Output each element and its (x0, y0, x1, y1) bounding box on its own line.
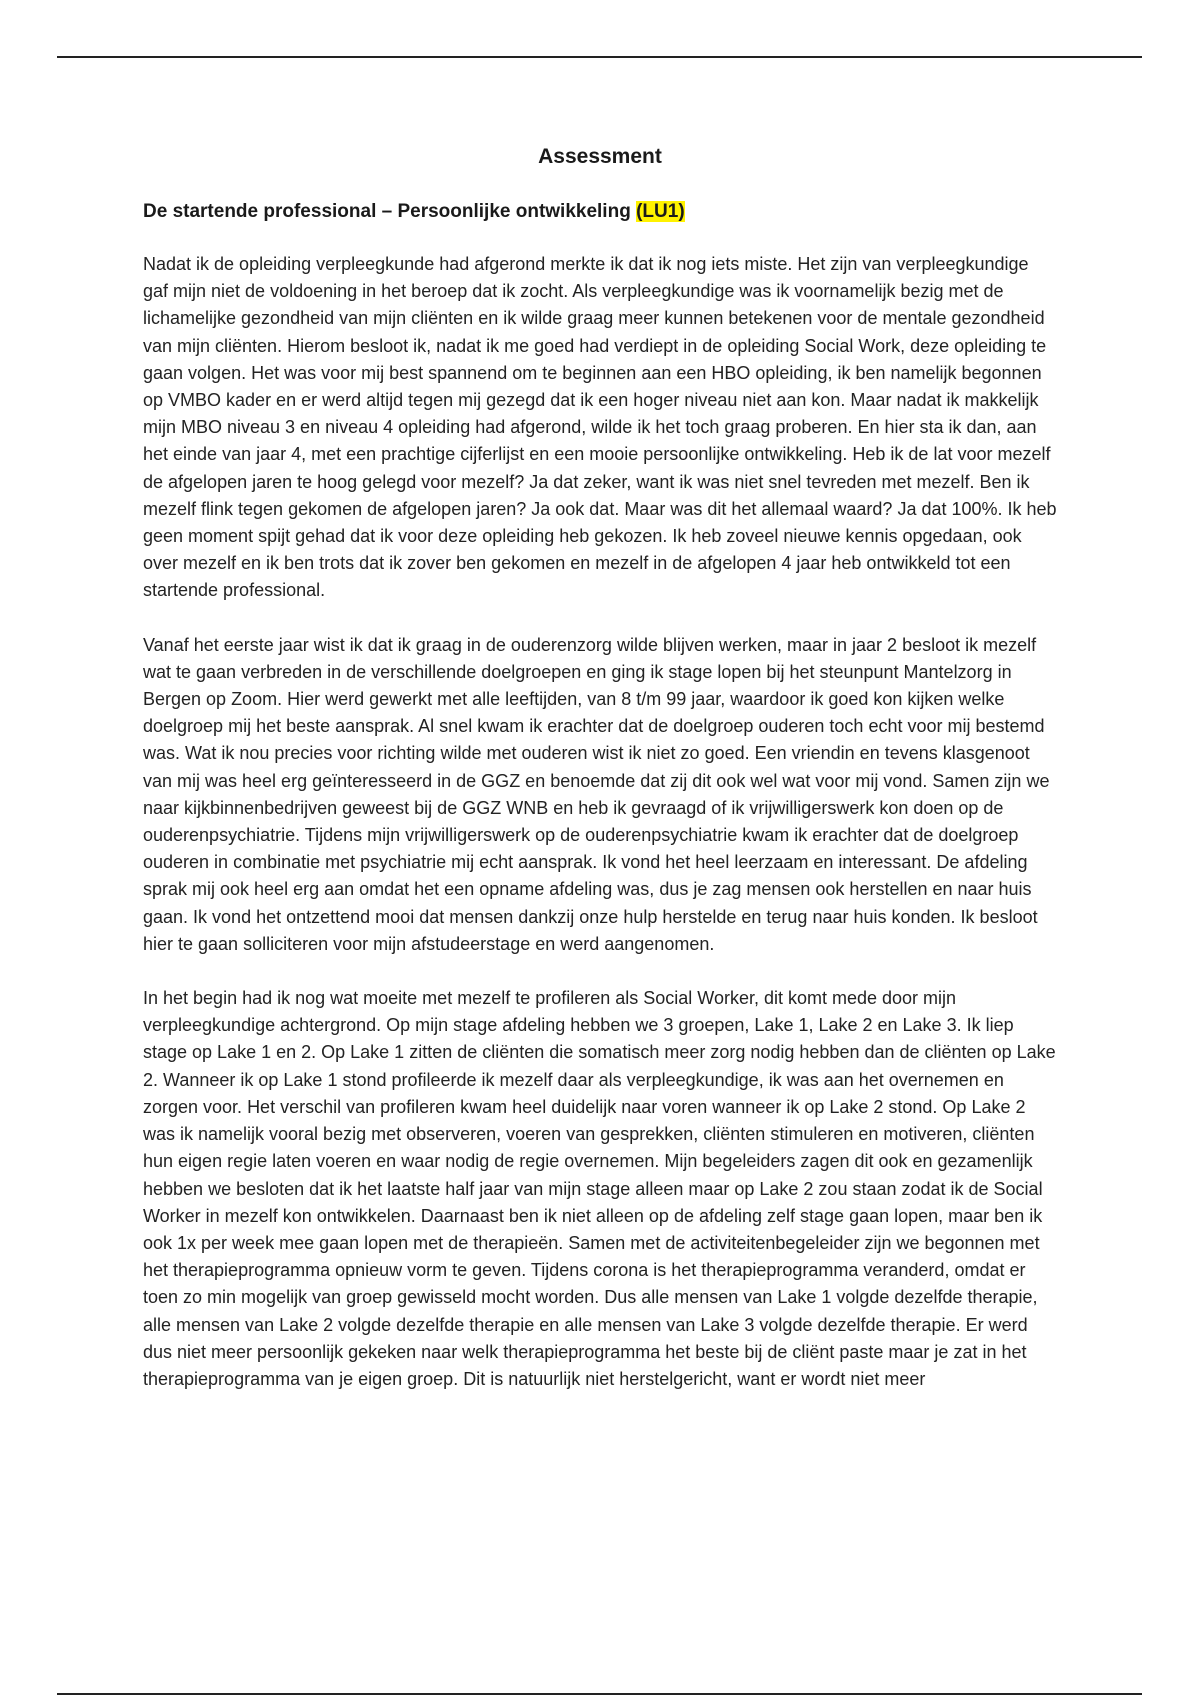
learning-unit-highlight: (LU1) (636, 201, 685, 222)
document-title: Assessment (538, 145, 662, 168)
body-paragraph-3: In het begin had ik nog wat moeite met mezelf te profileren als Social Worker, dit komt mede door mijn verpleegkundige achtergrond. Op mijn stage afdeling hebben we 3 groepen, Lake 1, Lake 2 en Lake 3. Ik liep stage op Lake 1 en 2. Op Lake 1 zitten de cliënten die somatisch meer zorg nodig hebben dan de cliënten op Lake 2. Wanneer ik op Lake 1 stond profileerde ik mezelf daar als verpleegkundige, ik was aan het overnemen en zorgen voor. Het verschil van profileren kwam heel duidelijk naar voren wanneer ik op Lake 2 stond. Op Lake 2 was ik namelijk vooral bezig met observeren, voeren van gesprekken, cliënten stimuleren en motiveren, cliënten hun eigen regie laten voeren en waar nodig de regie overnemen. Mijn begeleiders zagen dit ook en gezamenlijk hebben we besloten dat ik het laatste half jaar van mijn stage alleen maar op Lake 2 zou staan zodat ik de Social Worker in mezelf kon ontwikkelen. Daarnaast ben ik niet alleen op de afdeling zelf stage gaan lopen, maar ben ik ook 1x per week mee gaan lopen met de therapieën. Samen met de activiteitenbegeleider zijn we begonnen met het therapieprogramma opnieuw vorm te geven. Tijdens corona is het therapieprogramma veranderd, omdat er toen zo min mogelijk van groep gewisseld mocht worden. Dus alle mensen van Lake 1 volgde dezelfde therapie, alle mensen van Lake 2 volgde dezelfde therapie en alle mensen van Lake 3 volgde dezelfde therapie. Er werd dus niet meer persoonlijk gekeken naar welk therapieprogramma het beste bij de cliënt paste maar je zat in het therapieprogramma van je eigen groep. Dit is natuurlijk niet herstelgericht, want er wordt niet meer (143, 988, 1056, 1389)
body-paragraph-2: Vanaf het eerste jaar wist ik dat ik graag in de ouderenzorg wilde blijven werken, maar in jaar 2 besloot ik mezelf wat te gaan verbreden in de verschillende doelgroepen en ging ik stage lopen bij het steunpunt Mantelzorg in Bergen op Zoom. Hier werd gewerkt met alle leeftijden, van 8 t/m 99 jaar, waardoor ik goed kon kijken welke doelgroep mij het beste aansprak. Al snel kwam ik erachter dat de doelgroep ouderen toch echt voor mij bestemd was. Wat ik nou precies voor richting wilde met ouderen wist ik niet zo goed. Een vriendin en tevens klasgenoot van mij was heel erg geïnteresseerd in de GGZ en benoemde dat zij dit ook wel wat voor mij vond. Samen zijn we naar kijkbinnenbedrijven geweest bij de GGZ WNB en heb ik gevraagd of ik vrijwilligerswerk kon doen op de ouderenpsychiatrie. Tijdens mijn vrijwilligerswerk op de ouderenpsychiatrie kwam ik erachter dat de doelgroep ouderen in combinatie met psychiatrie mij echt aansprak. Ik vond het heel leerzaam en interessant. De afdeling sprak mij ook heel erg aan omdat het een opname afdeling was, dus je zag mensen ook herstellen en naar huis gaan. Ik vond het ontzettend mooi dat mensen dankzij onze hulp herstelde en terug naar huis konden. Ik besloot hier te gaan solliciteren voor mijn afstudeerstage en werd aangenomen. (143, 634, 1050, 954)
body-paragraph-1: Nadat ik de opleiding verpleegkunde had afgerond merkte ik dat ik nog iets miste. Het zijn van verpleegkundige gaf mijn niet de voldoening in het beroep dat ik zocht. Als verpleegkundige was ik voornamelijk bezig met de lichamelijke gezondheid van mijn cliënten en ik wilde graag meer kunnen betekenen voor de mentale gezondheid van mijn cliënten. Hierom besloot ik, nadat ik me goed had verdiept in de opleiding Social Work, deze opleiding te gaan volgen. Het was voor mij best spannend om te beginnen aan een HBO opleiding, ik ben namelijk begonnen op VMBO kader en er werd altijd tegen mij gezegd dat ik een hoger niveau niet aan kon. Maar nadat ik makkelijk mijn MBO niveau 3 en niveau 4 opleiding had afgerond, wilde ik het toch graag proberen. En hier sta ik dan, aan het einde van jaar 4, met een prachtige cijferlijst en een mooie persoonlijke ontwikkeling. Heb ik de lat voor mezelf de afgelopen jaren te hoog gelegd voor mezelf? Ja dat zeker, want ik was niet snel tevreden met mezelf. Ben ik mezelf flink tegen gekomen de afgelopen jaren? Ja ook dat. Maar was dit het allemaal waard? Ja dat 100%. Ik heb geen moment spijt gehad dat ik voor deze opleiding heb gekozen. Ik heb zoveel nieuwe kennis opgedaan, ook over mezelf en ik ben trots dat ik zover ben gekomen en mezelf in de afgelopen 4 jaar heb ontwikkeld tot een startende professional. (143, 254, 1057, 601)
page-content (143, 140, 1057, 1420)
section-heading-text: De startende professional – Persoonlijke ontwikkeling (143, 201, 637, 222)
header-rule (57, 56, 1142, 58)
section-heading (143, 198, 1057, 226)
footer-rule (57, 1693, 1142, 1695)
